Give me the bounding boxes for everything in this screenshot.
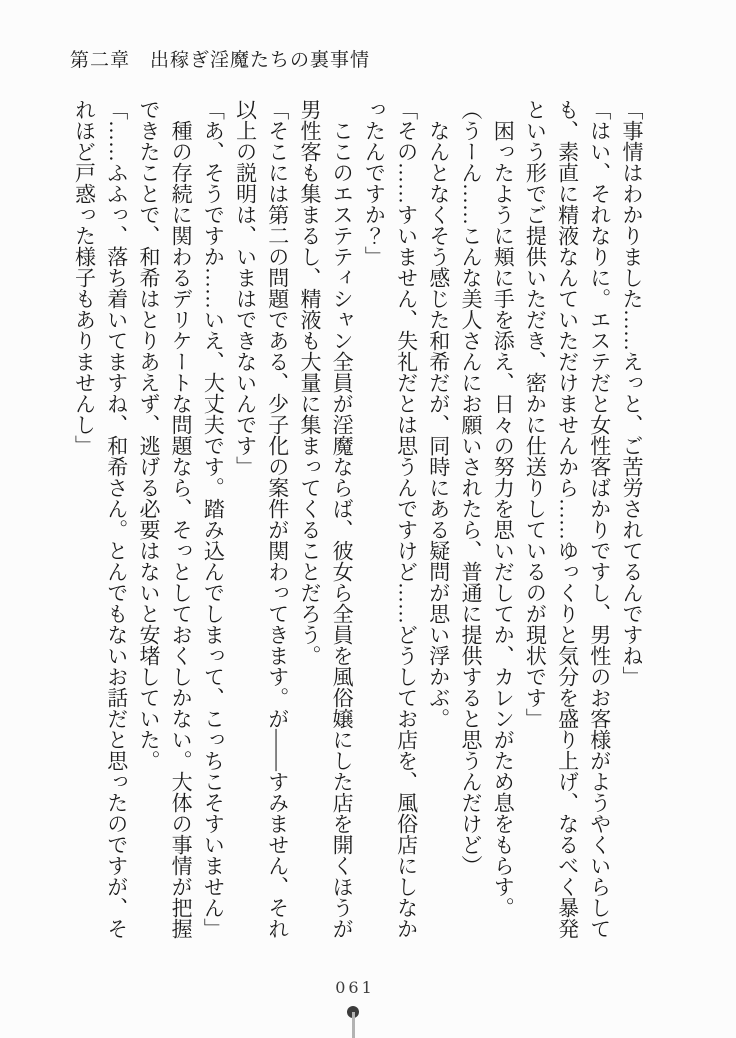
paragraph-dialogue: 「事情はわかりました……えっと、ご苦労されてるんですね」 (620, 99, 644, 687)
paragraph-narration: なんとなくそう感じた和希だが、同時にある疑問が思い浮かぶ。 (426, 120, 451, 729)
paragraph-narration: ここのエステティシャン全員が淫魔ならば、彼女ら全員を風俗嬢にした店を開くほうが男性客も集まるし、精液も大量に集まってくることだろう。 (297, 99, 355, 939)
paragraph-narration: 種の存続に関わるデリケートな問題なら、そっとしておくしかない。大体の事情が把握できたことで、和希はとりあえず、逃げる必要はないと安堵していた。 (136, 99, 194, 939)
page-number: 061 (335, 978, 375, 997)
page-marker-line (352, 1012, 355, 1038)
novel-text-block (68, 99, 648, 941)
paragraph-dialogue: 「その……すいません、失礼だとは思うんですけど……どうしてお店を、風俗店にしなかったんですか？」 (362, 99, 419, 939)
paragraph-dialogue: 「……ふふっ、落ち着いてますね、和希さん。とんでもないお話だと思ったのですが、それほど戸惑った様子もありませんし」 (72, 99, 129, 939)
paragraph-thought: （うーん……こんな美人さんにお願いされたら、普通に提供すると思うんだけど） (458, 99, 483, 876)
paragraph-dialogue: 「そこには第二の問題である、少子化の案件が関わってきます。が――すみません、それ以上の説明は、いまはできないんです」 (233, 99, 290, 939)
paragraph-narration: 困ったように頬に手を添え、日々の努力を思いだしてか、カレンがため息をもらす。 (491, 120, 516, 918)
paragraph-dialogue: 「あ、そうですか……いえ、大丈夫です。踏み込んでしまって、こっちこそすいません」 (201, 99, 226, 939)
paragraph-dialogue: 「はい、それなりに。エステだと女性客ばかりですし、男性のお客様がようやくいらしても、素直に精液なんていただけませんから……ゆっくりと気分を盛り上げ、なるべく暴発という形でご提供いただき、密かに仕送りしているのが現状です」 (523, 99, 612, 939)
chapter-header: 第二章 出稼ぎ淫魔たちの裏事情 (70, 50, 371, 71)
